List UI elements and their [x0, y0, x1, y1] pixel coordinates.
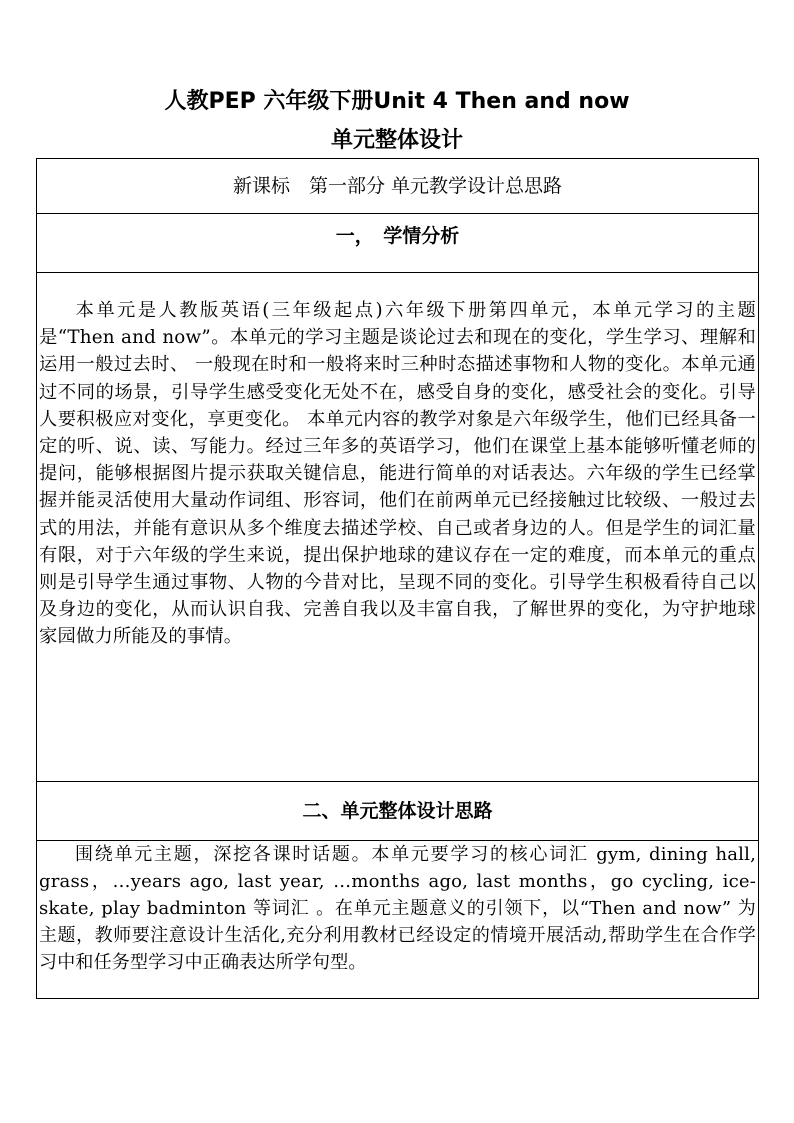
design-heading: 二、单元整体设计思路 — [302, 800, 493, 822]
analysis-heading: 一， 学情分析 — [335, 225, 460, 247]
document-title: 人教PEP 六年级下册Unit 4 Then and now — [164, 89, 630, 114]
part-header-cell — [37, 159, 759, 214]
design-table — [36, 158, 759, 999]
design-paragraph: 围绕单元主题，深挖各课时话题。本单元要学习的核心词汇 gym, dining hall, grass，…years ago, last year, …months ago, last months，go cycling, ice-skate, play badminton 等词汇 。在单元主题意义的引领下，以“Then and now” 为主题，教师要注意设计生活化,充分利用教材已经设定的情境开展活动,帮助学生在合作学习中和任务型学习中正确表达所学句型。 — [39, 844, 756, 973]
analysis-heading-cell — [37, 214, 759, 273]
part-header: 新课标 第一部分 单元教学设计总思路 — [232, 175, 563, 197]
design-body-cell — [37, 841, 759, 999]
analysis-body-cell — [37, 273, 759, 782]
design-heading-cell — [37, 782, 759, 841]
document-subtitle: 单元整体设计 — [330, 128, 463, 153]
analysis-paragraph: 本单元是人教版英语(三年级起点)六年级下册第四单元，本单元学习的主题是“Then and now”。本单元的学习主题是谈论过去和现在的变化，学生学习、理解和运用一般过去时、 一般现在时和一般将来时三种时态描述事物和人物的变化。本单元通过不同的场景，引导学生感受变化无处不在，感受自身的变化，感受社会的变化。引导人要积极应对变化，享更变化。 本单元内容的教学对象是六年级学生，他们已经具备一定的听、说、读、写能力。经过三年多的英语学习，他们在课堂上基本能够听懂老师的提问，能够根据图片提示获取关键信息，能进行简单的对话表达。六年级的学生已经掌握并能灵活使用大量动作词组、形容词，他们在前两单元已经接触过比较级、一般过去式的用法，并能有意识从多个维度去描述学校、自己或者身边的人。但是学生的词汇量有限，对于六年级的学生来说，提出保护地球的建议存在一定的难度，而本单元的重点则是引导学生通过事物、人物的今昔对比，呈现不同的变化。引导学生积极看待自己以及身边的变化，从而认识自我、完善自我以及丰富自我，了解世界的变化，为守护地球家园做力所能及的事情。 — [39, 300, 756, 648]
